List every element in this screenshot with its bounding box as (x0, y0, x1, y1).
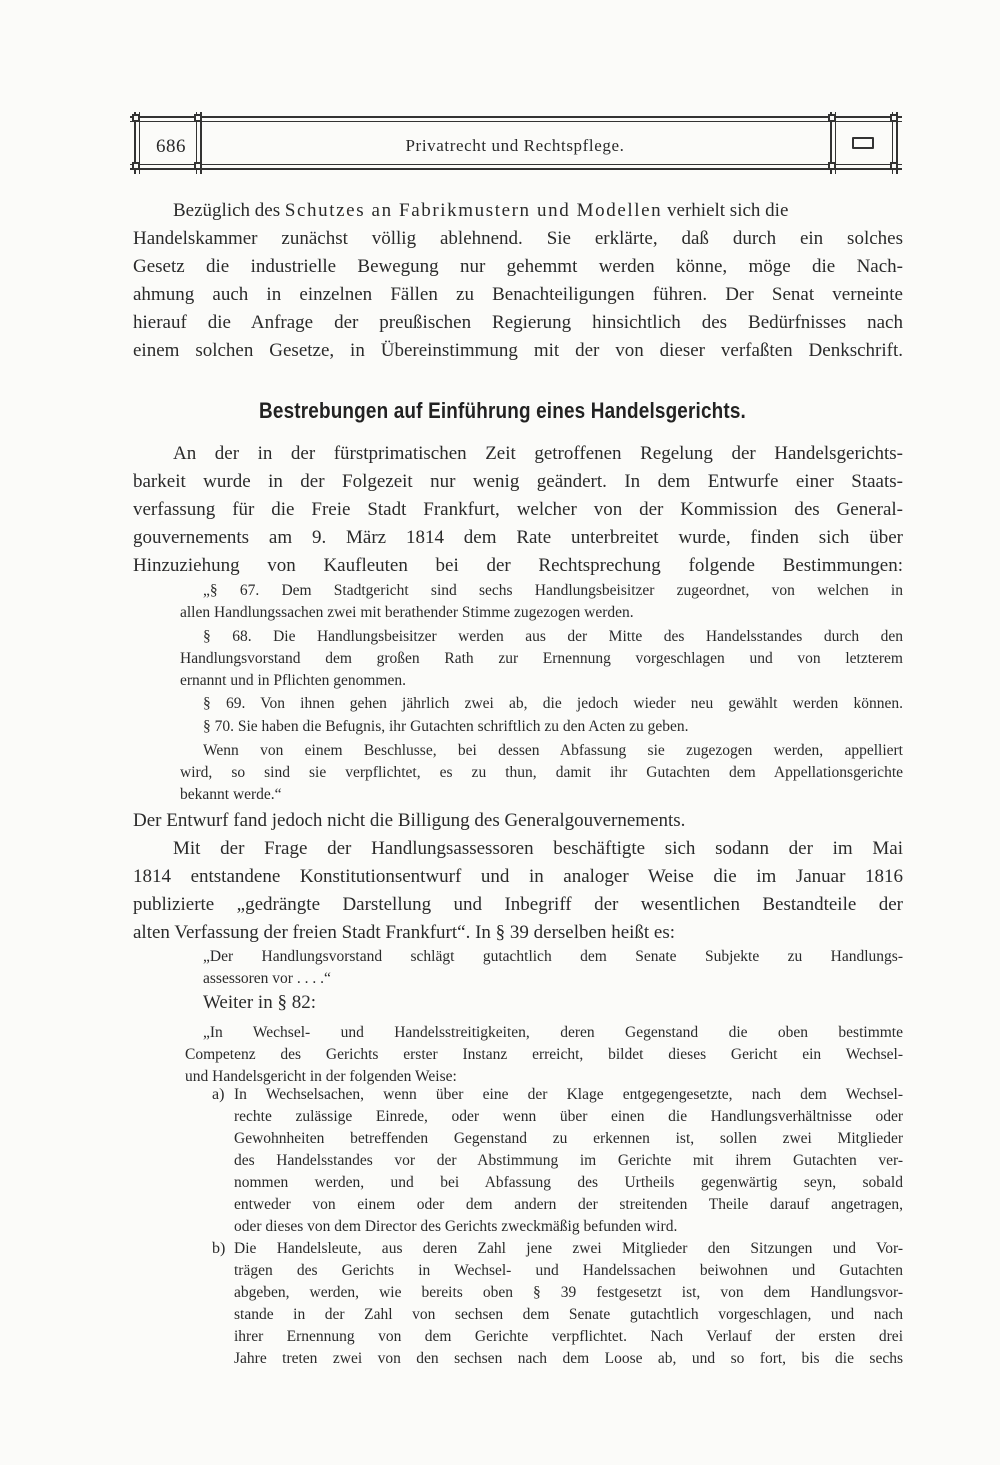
text-line: und Handelsgericht in der folgenden Weise: (185, 1068, 457, 1085)
text-line: 1814 entstandene Konstitutionsentwurf und in analoger Weise die im Januar 1816 (133, 866, 903, 887)
text-line: ihrer Ernennung von dem Gerichte verpflichtet. Nach Verlauf der ersten drei (234, 1328, 903, 1345)
list-marker: a) (212, 1086, 225, 1103)
text-line: Jahre treten zwei von den sechsen nach dem Loose ab, und so fort, bis die sechs (234, 1350, 903, 1367)
text-line: allen Handlungssachen zwei mit berathender Stimme zugezogen werden. (180, 604, 634, 621)
text-line: An der in der fürstprimatischen Zeit getroffenen Regelung der Handelsgerichts- (173, 443, 903, 464)
text-line: § 69. Von ihnen gehen jährlich zwei ab, die jedoch wieder neu gewählt werden können. (203, 695, 903, 712)
text-line: ahmung auch in einzelnen Fällen zu Benachteiligungen führen. Der Senat verneinte (133, 284, 903, 305)
paragraph-weiter: Weiter in § 82: (203, 992, 316, 1013)
text-line: § 70. Sie haben die Befugnis, ihr Gutachten schriftlich zu den Acten zu geben. (203, 718, 689, 735)
text-line: verfassung für die Freie Stadt Frankfurt, welcher von der Kommission des General- (133, 499, 903, 520)
text-line: trägen des Gerichts in Wechsel- und Handelssachen beiwohnen und Gutachten (234, 1262, 903, 1279)
text-line: „§ 67. Dem Stadtgericht sind sechs Handlungsbeisitzer zugeordnet, von welchen in (203, 582, 903, 599)
text-line: Gewohnheiten betreffenden Gegenstand zu erkennen ist, sollen zwei Mitglieder (234, 1130, 903, 1147)
text-line: abgeben, werden, wie bereits oben § 39 festgesetzt ist, von dem Handlungsvor- (234, 1284, 903, 1301)
rectangle-ornament-icon (852, 137, 874, 149)
emphasis-spaced: Schutzes an Fabrikmustern und Modellen (284, 200, 663, 221)
list-marker: b) (212, 1240, 226, 1257)
text-line: barkeit wurde in der Folgezeit nur wenig geändert. In dem Entwurfe einer Staats- (133, 471, 903, 492)
text-line: „In Wechsel- und Handelsstreitigkeiten, deren Gegenstand die oben bestimmte (203, 1024, 903, 1041)
text-line: stande in der Zahl von sechsen dem Senate gutachtlich vorgeschlagen, und nach (234, 1306, 903, 1323)
page-number: 686 (156, 136, 186, 157)
text-line: einem solchen Gesetze, in Übereinstimmung mit der von dieser verfaßten Denkschrift. (133, 340, 903, 361)
text-line: Wenn von einem Beschlusse, bei dessen Abfassung sie zugezogen werden, appelliert (203, 742, 903, 759)
text-line: hierauf die Anfrage der preußischen Regierung hinsichtlich des Bedürfnisses nach (133, 312, 903, 333)
text-line: gouvernements am 9. März 1814 dem Rate unterbreitet wurde, finden sich über (133, 527, 903, 548)
text-line: alten Verfassung der freien Stadt Frankfurt“. In § 39 derselben heißt es: (133, 922, 676, 943)
paragraph-entwurf: Der Entwurf fand jedoch nicht die Billigung des Generalgouvernements. (133, 810, 686, 831)
running-head: Privatrecht und Rechtspflege. (405, 136, 625, 155)
text-line: Handelskammer zunächst völlig ablehnend. Sie erklärte, daß durch ein solches (133, 228, 903, 249)
text-line: entweder von einem oder dem andern der streitenden Theile darauf angetragen, (234, 1196, 903, 1213)
text-line: Gesetz die industrielle Bewegung nur gehemmt werden könne, möge die Nach- (133, 256, 903, 277)
text-line: Mit der Frage der Handlungsassessoren beschäftigte sich sodann der im Mai (173, 838, 903, 859)
text-line: des Handelsstandes vor der Abstimmung im Gerichte mit ihrem Gutachten ver- (234, 1152, 903, 1169)
text-line: oder dieses von dem Director des Gerichts zweckmäßig befunden wird. (234, 1218, 678, 1235)
text-line: In Wechselsachen, wenn über eine der Klage entgegengesetzte, nach dem Wechsel- (234, 1086, 903, 1103)
text-line: bekannt werde.“ (180, 786, 282, 803)
text-line: „Der Handlungsvorstand schlägt gutachtlich dem Senate Subjekte zu Handlungs- (203, 948, 903, 965)
text-line: rechte zulässige Einrede, oder wenn über einen die Handlungsverhältnisse oder (234, 1108, 903, 1125)
text-line: publizierte „gedrängte Darstellung und Inbegriff der wesentlichen Bestandteile der (133, 894, 903, 915)
text-line: wird, so sind sie verpflichtet, es zu thun, damit ihr Gutachten dem Appellationsgerichte (180, 764, 903, 781)
text-line: Bezüglich des Schutzes an Fabrikmustern und Modellen verhielt sich die (173, 200, 789, 221)
text-line: assessoren vor . . . .“ (203, 970, 331, 987)
section-heading: Bestrebungen auf Einführung eines Handelsgerichts. (259, 398, 746, 423)
text-line: nommen werden, und bei Abfassung des Urtheils gegenwärtig seyn, sobald (234, 1174, 903, 1191)
text-line: Handlungsvorstand dem großen Rath zur Ernennung vorgeschlagen und von letzterem (180, 650, 903, 667)
text-line: Die Handelsleute, aus deren Zahl jene zwei Mitglieder den Sitzungen und Vor- (234, 1240, 903, 1257)
text-line: ernannt und in Pflichten genommen. (180, 672, 406, 689)
text-line: Competenz des Gerichts erster Instanz erreicht, bildet dieses Gericht ein Wechsel- (185, 1046, 903, 1063)
text-line: § 68. Die Handlungsbeisitzer werden aus der Mitte des Handelsstandes durch den (203, 628, 903, 645)
text-line: Hinzuziehung von Kaufleuten bei der Rechtsprechung folgende Bestimmungen: (133, 555, 903, 576)
page-header (130, 112, 902, 174)
